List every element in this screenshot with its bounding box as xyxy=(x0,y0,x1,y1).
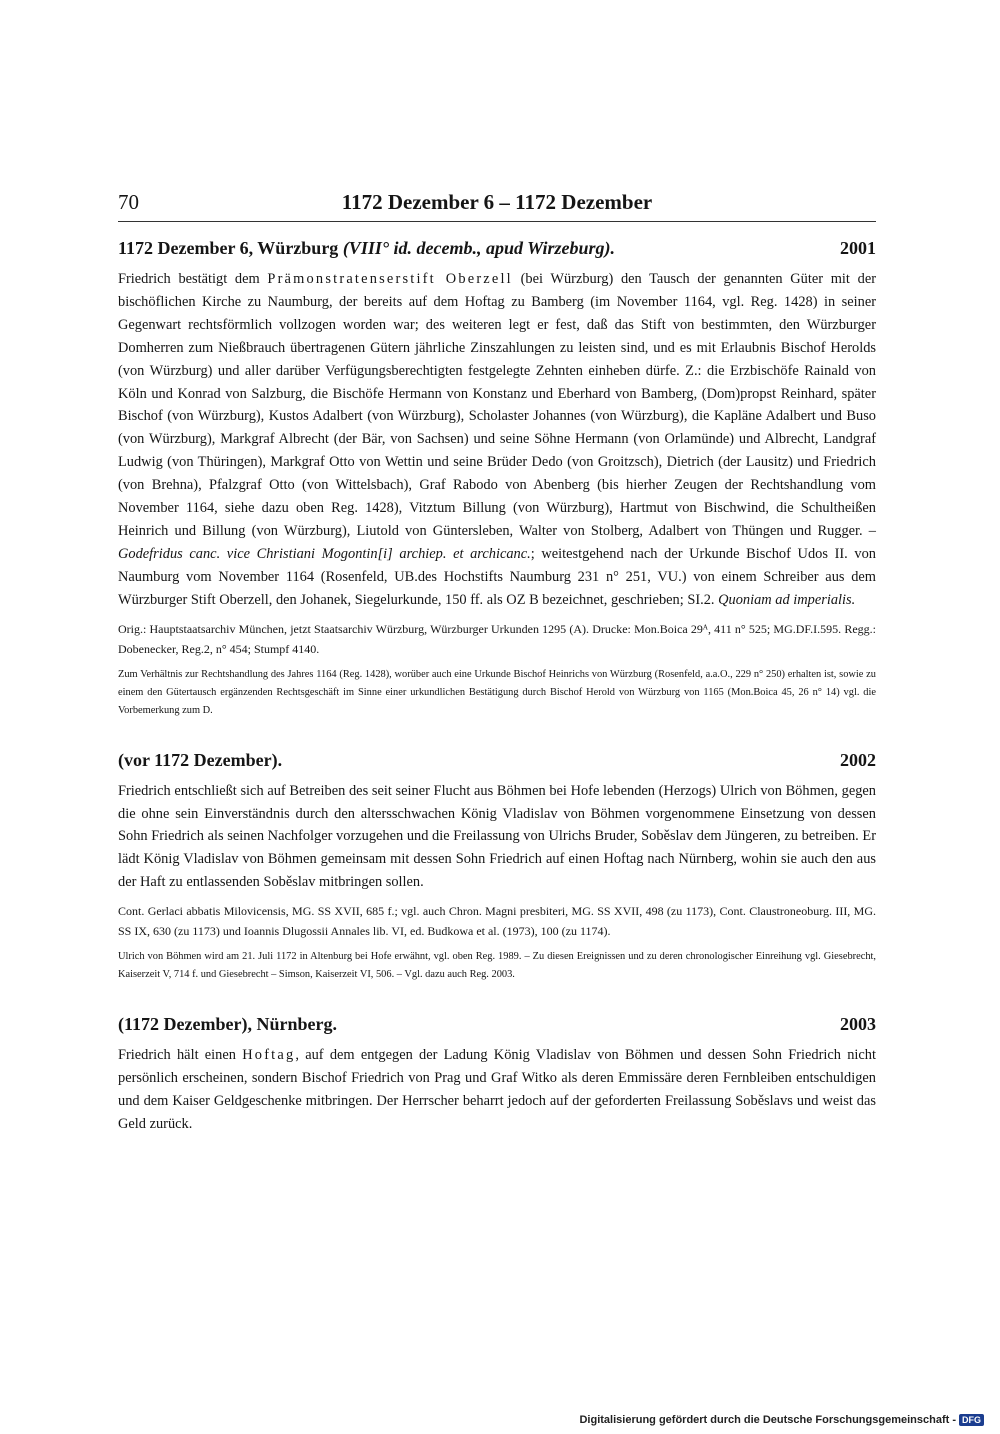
spaced-term: Prämonstratenserstift Oberzell xyxy=(267,271,513,287)
document-page xyxy=(118,190,876,1136)
regest-text: Friedrich hält einen Hoftag, auf dem entgegen der Ladung König Vladislav von Böhmen und dessen Sohn Friedrich nicht persönlich erscheinen, sondern Bischof Friedrich von Prag und Graf Witko als deren Emmissäre deren Fernbleiben entschuldigen und dem Kaiser Geldgeschenke mitbringen. Der Herrscher beharrt jedoch auf der geforderten Freilassung Soběslavs und weist das Geld zurück. xyxy=(118,1047,876,1132)
regest-sources: Orig.: Hauptstaatsarchiv München, jetzt Staatsarchiv Würzburg, Würzburger Urkunden 1295 (A). Drucke: Mon.Boica 29ᴬ, 411 n° 525; MG.DF.I.595. Regg.: Dobenecker, Reg.2, n° 454; Stumpf 4140. xyxy=(118,621,876,656)
regest-2001 xyxy=(118,238,876,720)
regest-text: Friedrich bestätigt dem Prämonstratenserstift Oberzell (bei Würzburg) den Tausch der genannten Güter mit der bischöflichen Kirche zu Naumburg, der bereits auf dem Hoftag zu Bamberg (im November 1164, vgl. Reg. 1428) in seiner Gegenwart rechtsförmlich vollzogen worden war; des weiteren legt er fest, daß das Stift von bestimmten, den Würzburger Domherren zum Nießbrauch übertragenen Gütern jährliche Zinszahlungen zu leisten sind, und es mit Erlaubnis Bischof Herolds (von Würzburg) und aller darüber Verfügungsberechtigten festgelegte Zehnten einheben dürfe. Z.: die Erzbischöfe Rainald von Köln und Konrad von Salzburg, die Bischöfe Hermann von Konstanz und Eberhard von Bamberg, (Dom)propst Reinhard, später Bischof (von Würzburg), Kustos Adalbert (von Würzburg), Scholaster Johannes (von Würzburg), die Kapläne Adalbert und Buso (von Würzburg), Markgraf Albrecht (der Bär, von Sachsen) und seine Söhne Hermann (von Orlamünde) und Albrecht, Landgraf Ludwig (von Thüringen), Markgraf Otto von Wettin und seine Brüder Dedo (von Groitzsch), Dietrich (der Lausitz) und Friedrich (von Brehna), Pfalzgraf Otto (von Wittelsbach), Graf Rabodo von Abenberg (bis hierher Zeugen der Rechtshandlung vom November 1164, siehe dazu oben Reg. 1428), Vitztum Billung (von Würzburg), Hartmut von Bischwind, die Schultheißen Heinrich und Billung (von Würzburg), Liutold von Güntersleben, Walter von Stolberg, Adalbert von Thüngen und Rugger. – Godefridus canc. vice Christiani Mogontin[i] archiep. et archicanc.; weitestgehend nach der Urkunde Bischof Udos II. von Naumburg vom November 1164 (Rosenfeld, UB.des Hochstifts Naumburg 231 n° 251, VU.) von einem Schreiber aus dem Würzburger Stift Oberzell, den Johanek, Siegelurkunde, 150 ff. als OZ B bezeichnet, geschrieben; SI.2. Quoniam ad imperialis. xyxy=(118,271,876,608)
regest-number: 2002 xyxy=(840,749,876,770)
regest-text: Friedrich entschließt sich auf Betreiben des seit seiner Flucht aus Böhmen bei Hofe lebenden (Herzogs) Ulrich von Böhmen, gegen die ohne sein Einverständnis durch den altersschwachen König Vladislav von Böhmen vorgenommene Einsetzung von dessen Sohn Friedrich als seinen Nachfolger vorzugehen und die Freilassung von Ulrichs Bruder, Soběslav dem Jüngeren, zu betreiben. Er lädt König Vladislav von Böhmen gemeinsam mit dessen Sohn Friedrich auf einen Hoftag nach Nürnberg, wohin sie auch den aus der Haft zu entlassenden Soběslav mitbringen sollen. xyxy=(118,782,876,891)
regest-2002 xyxy=(118,750,876,985)
regest-number: 2003 xyxy=(840,1014,876,1035)
footer-text: Digitalisierung gefördert durch die Deutsche Forschungsgemeinschaft - xyxy=(579,1414,956,1426)
page-number: 70 xyxy=(118,190,139,214)
italic-quote: Godefridus canc. vice Christiani Mogontin[i] archiep. et archicanc. xyxy=(118,545,531,562)
spaced-term: Hoftag xyxy=(242,1047,296,1064)
regest-date-place: (1172 Dezember), Nürnberg. xyxy=(118,1014,337,1035)
regest-number: 2001 xyxy=(840,238,876,258)
regest-sources: Cont. Gerlaci abbatis Milovicensis, MG. SS XVII, 685 f.; vgl. auch Chron. Magni presbiteri, MG. SS XVII, 498 (zu 1173), Cont. Claustroneoburg. III, MG. SS IX, 630 (zu 1173) und Ioannis Dlugossii Annales lib. VI, ed. Budkowa et al. (1973), 100 (zu 1174). xyxy=(118,904,876,939)
digitization-footer xyxy=(579,1414,984,1426)
regest-original-dating: (VIII° id. decemb., apud Wirzeburg). xyxy=(342,238,616,258)
dfg-logo: DFG xyxy=(959,1414,984,1426)
regest-date-place: (vor 1172 Dezember). xyxy=(118,749,283,770)
italic-quote: Quoniam ad imperialis. xyxy=(718,591,856,608)
running-head xyxy=(118,190,876,220)
regest-heading xyxy=(118,238,876,259)
running-title: 1172 Dezember 6 – 1172 Dezember xyxy=(341,190,653,214)
regest-heading xyxy=(118,750,876,771)
regest-heading xyxy=(118,1014,876,1035)
regest-date-place: 1172 Dezember 6, Würzburg (VIII° id. decemb., apud Wirzeburg). xyxy=(118,238,616,258)
regest-note: Zum Verhältnis zur Rechtshandlung des Jahres 1164 (Reg. 1428), worüber auch eine Urkunde Bischof Heinrichs von Würzburg (Rosenfeld, a.a.O., 229 n° 250) erhalten ist, sowie zu einem den Gütertausch ergänzenden Rechtsgeschäft im Sinne einer urkundlichen Bestätigung durch Bischof Herold von Würzburg von 1165 (Mon.Boica 45, 26 n° 14) vgl. die Vorbemerkung zum D. xyxy=(118,668,876,716)
regest-note: Ulrich von Böhmen wird am 21. Juli 1172 in Altenburg bei Hofe erwähnt, vgl. oben Reg. 1989. – Zu diesen Ereignissen und zu deren chronologischer Einreihung vgl. Giesebrecht, Kaiserzeit V, 714 f. und Giesebrecht – Simson, Kaiserzeit VI, 506. – Vgl. dazu auch Reg. 2003. xyxy=(118,951,876,981)
regest-2003 xyxy=(118,1014,876,1136)
header-rule xyxy=(118,221,876,222)
